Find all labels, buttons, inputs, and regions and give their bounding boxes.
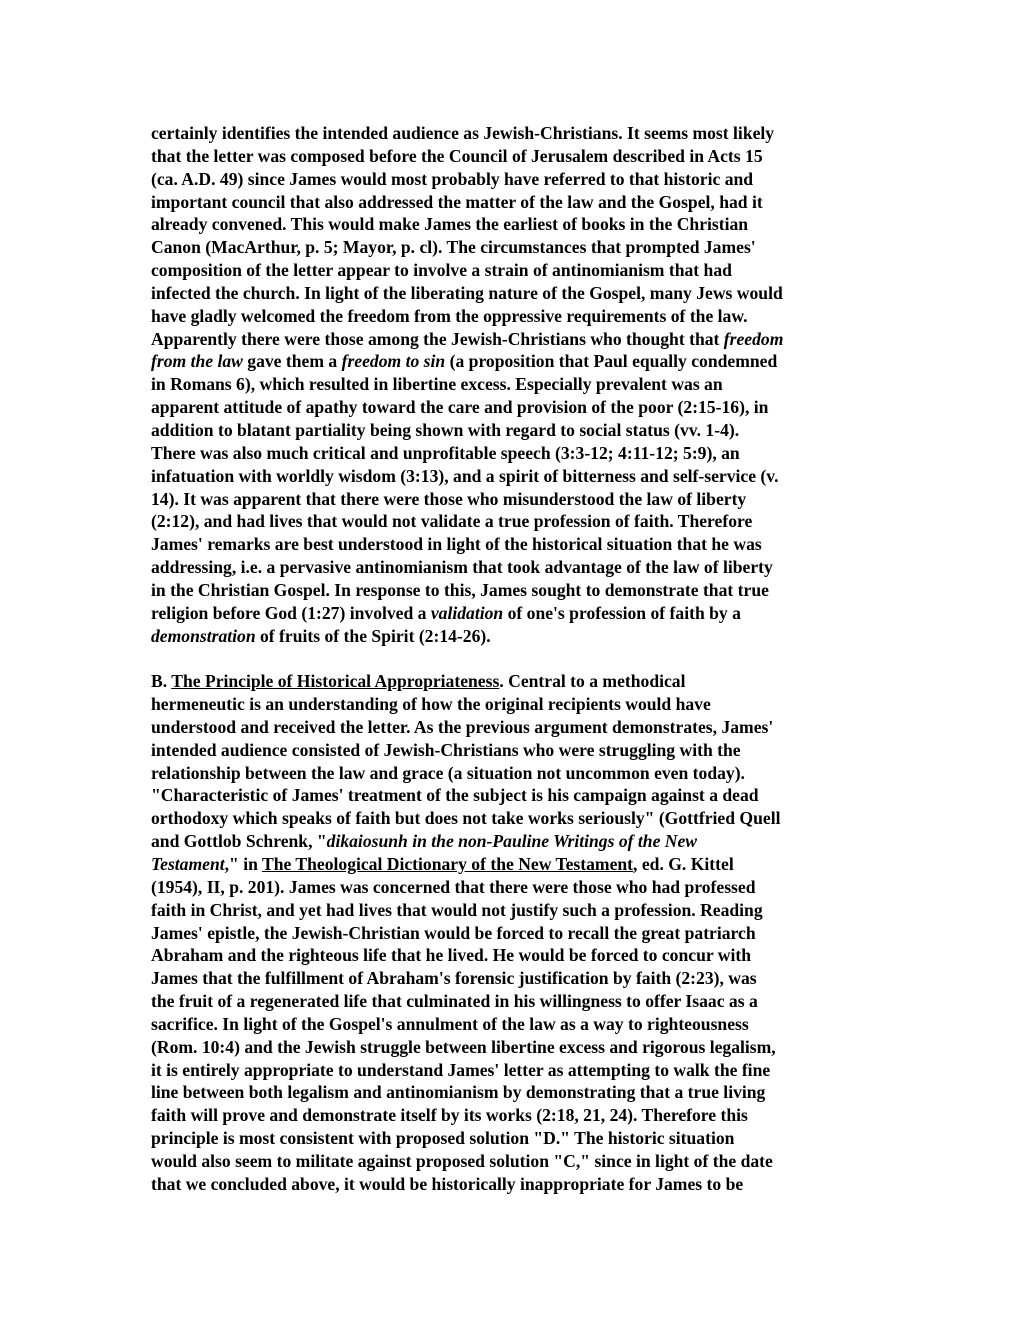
text-line bbox=[151, 762, 881, 785]
text-run: faith in Christ, and yet had lives that would not justify such a profession. Reading bbox=[151, 899, 763, 920]
text-run: James that the fulfillment of Abraham's forensic justification by faith (2:23), was bbox=[151, 968, 757, 989]
text-run: in Romans 6), which resulted in libertine excess. Especially prevalent was an bbox=[151, 374, 723, 395]
text-run: (ca. A.D. 49) since James would most probably have referred to that historic and bbox=[151, 168, 754, 189]
text-run: . Central to a methodical bbox=[499, 671, 686, 692]
italic-text: validation bbox=[430, 602, 504, 623]
text-run: would also seem to militate against proposed solution "C," since in light of the date bbox=[151, 1150, 773, 1171]
text-run: Apparently there were those among the Jewish-Christians who thought that bbox=[151, 328, 724, 349]
text-run: (1954), II, p. 201). James was concerned that there were those who had professed bbox=[151, 876, 756, 897]
text-line bbox=[151, 876, 881, 899]
text-line bbox=[151, 328, 881, 351]
text-line bbox=[151, 922, 881, 945]
text-run: James' epistle, the Jewish-Christian would be forced to recall the great patriarch bbox=[151, 922, 756, 943]
text-line bbox=[151, 556, 881, 579]
text-line bbox=[151, 1036, 881, 1059]
text-line bbox=[151, 693, 881, 716]
text-run: Abraham and the righteous life that he lived. He would be forced to concur with bbox=[151, 945, 751, 966]
text-run: have gladly welcomed the freedom from the oppressive requirements of the law. bbox=[151, 305, 748, 326]
text-run: faith will prove and demonstrate itself by its works (2:18, 21, 24). Therefore this bbox=[151, 1105, 748, 1126]
text-run: that we concluded above, it would be historically inappropriate for James to be bbox=[151, 1173, 744, 1194]
text-line bbox=[151, 488, 881, 511]
text-run: ," in bbox=[224, 854, 262, 874]
text-line bbox=[151, 739, 881, 762]
text-run: (a proposition that Paul equally condemned bbox=[445, 351, 778, 372]
text-run: that the letter was composed before the Council of Jerusalem described in Acts 15 bbox=[151, 145, 763, 166]
underlined-title: The Theological Dictionary of the New Testament bbox=[261, 854, 634, 874]
text-run: 14). It was apparent that there were those who misunderstood the law of liberty bbox=[151, 488, 747, 509]
text-run: intended audience consisted of Jewish-Christians who were struggling with the bbox=[151, 739, 741, 760]
text-line bbox=[151, 830, 881, 853]
paragraph-historical-appropriateness bbox=[151, 670, 881, 1195]
text-run: of fruits of the Spirit (2:14-26). bbox=[255, 625, 491, 646]
text-run: principle is most consistent with proposed solution "D." The historic situation bbox=[151, 1128, 735, 1149]
text-run: Canon (MacArthur, p. 5; Mayor, p. cl). The circumstances that prompted James' bbox=[151, 237, 756, 258]
text-run: infected the church. In light of the liberating nature of the Gospel, many Jews would bbox=[151, 282, 783, 303]
text-line bbox=[151, 213, 881, 236]
text-line bbox=[151, 1150, 881, 1173]
text-run: it is entirely appropriate to understand James' letter as attempting to walk the fine bbox=[151, 1059, 771, 1080]
text-run: James' remarks are best understood in light of the historical situation that he was bbox=[151, 534, 762, 555]
text-run: gave them a bbox=[242, 351, 342, 372]
text-line bbox=[151, 282, 881, 305]
document-page bbox=[151, 122, 881, 1196]
text-run: (2:12), and had lives that would not validate a true profession of faith. Therefore bbox=[151, 511, 753, 532]
text-line bbox=[151, 807, 881, 830]
text-line bbox=[151, 853, 881, 876]
text-line bbox=[151, 784, 881, 807]
underlined-title: The Principle of Historical Appropriateness bbox=[171, 671, 500, 692]
text-run: sacrifice. In light of the Gospel's annulment of the law as a way to righteousness bbox=[151, 1013, 749, 1034]
italic-text: freedom bbox=[723, 328, 784, 349]
text-line bbox=[151, 168, 881, 191]
text-line bbox=[151, 350, 881, 373]
text-line bbox=[151, 1173, 881, 1196]
text-run: composition of the letter appear to involve a strain of antinomianism that had bbox=[151, 260, 732, 281]
text-line bbox=[151, 990, 881, 1013]
text-run: understood and received the letter. As the previous argument demonstrates, James' bbox=[151, 716, 774, 737]
paragraph-audience-context bbox=[151, 122, 881, 647]
text-line bbox=[151, 305, 881, 328]
text-line bbox=[151, 510, 881, 533]
text-line bbox=[151, 1059, 881, 1082]
text-line bbox=[151, 625, 881, 648]
text-line bbox=[151, 967, 881, 990]
text-line bbox=[151, 145, 881, 168]
text-line bbox=[151, 1104, 881, 1127]
text-line bbox=[151, 465, 881, 488]
text-run: hermeneutic is an understanding of how the original recipients would have bbox=[151, 694, 711, 715]
text-line bbox=[151, 442, 881, 465]
text-line bbox=[151, 579, 881, 602]
italic-text: freedom to sin bbox=[341, 351, 446, 372]
text-line bbox=[151, 670, 881, 693]
text-run: addition to blatant partiality being shown with regard to social status (vv. 1-4). bbox=[151, 419, 740, 440]
text-line bbox=[151, 899, 881, 922]
text-line bbox=[151, 602, 881, 625]
text-run: in the Christian Gospel. In response to this, James sought to demonstrate that true bbox=[151, 579, 769, 600]
text-run: B. bbox=[151, 671, 172, 692]
text-run: There was also much critical and unprofitable speech (3:3-12; 4:11-12; 5:9), an bbox=[151, 442, 740, 463]
text-line bbox=[151, 1081, 881, 1104]
text-run: religion before God (1:27) involved a bbox=[151, 602, 431, 623]
text-line bbox=[151, 259, 881, 282]
text-run: infatuation with worldly wisdom (3:13), and a spirit of bitterness and self-service (v. bbox=[151, 465, 779, 486]
text-line bbox=[151, 716, 881, 739]
text-line bbox=[151, 1013, 881, 1036]
text-run: addressing, i.e. a pervasive antinomianism that took advantage of the law of liberty bbox=[151, 557, 773, 578]
text-run: the fruit of a regenerated life that culminated in his willingness to offer Isaac as a bbox=[151, 991, 758, 1012]
text-run: relationship between the law and grace (a situation not uncommon even today). bbox=[151, 762, 745, 783]
text-line bbox=[151, 373, 881, 396]
text-line bbox=[151, 419, 881, 442]
italic-text: demonstration bbox=[151, 625, 256, 646]
italic-text: Testament bbox=[151, 854, 225, 874]
text-run: certainly identifies the intended audience as Jewish-Christians. It seems most likely bbox=[151, 123, 775, 143]
text-run: , ed. G. Kittel bbox=[633, 854, 734, 874]
text-run: and Gottlob Schrenk, " bbox=[151, 831, 327, 852]
text-run: important council that also addressed the matter of the law and the Gospel, had it bbox=[151, 191, 763, 212]
text-line bbox=[151, 944, 881, 967]
text-run: "Characteristic of James' treatment of the subject is his campaign against a dead bbox=[151, 785, 759, 806]
italic-text: dikaiosunh in the non-Pauline Writings of the New bbox=[326, 831, 698, 852]
text-run: of one's profession of faith by a bbox=[503, 602, 741, 623]
text-run: line between both legalism and antinomianism by demonstrating that a true living bbox=[151, 1082, 766, 1103]
text-line bbox=[151, 1127, 881, 1150]
text-run: (Rom. 10:4) and the Jewish struggle between libertine excess and rigorous legalism, bbox=[151, 1036, 776, 1057]
italic-text: from the law bbox=[151, 351, 243, 372]
text-run: already convened. This would make James the earliest of books in the Christian bbox=[151, 214, 749, 235]
text-line bbox=[151, 396, 881, 419]
text-line bbox=[151, 122, 881, 145]
text-line bbox=[151, 236, 881, 259]
text-run: apparent attitude of apathy toward the care and provision of the poor (2:15-16), in bbox=[151, 397, 769, 418]
text-line bbox=[151, 533, 881, 556]
text-run: orthodoxy which speaks of faith but does not take works seriously" (Gottfried Quell bbox=[151, 808, 781, 829]
text-line bbox=[151, 191, 881, 214]
